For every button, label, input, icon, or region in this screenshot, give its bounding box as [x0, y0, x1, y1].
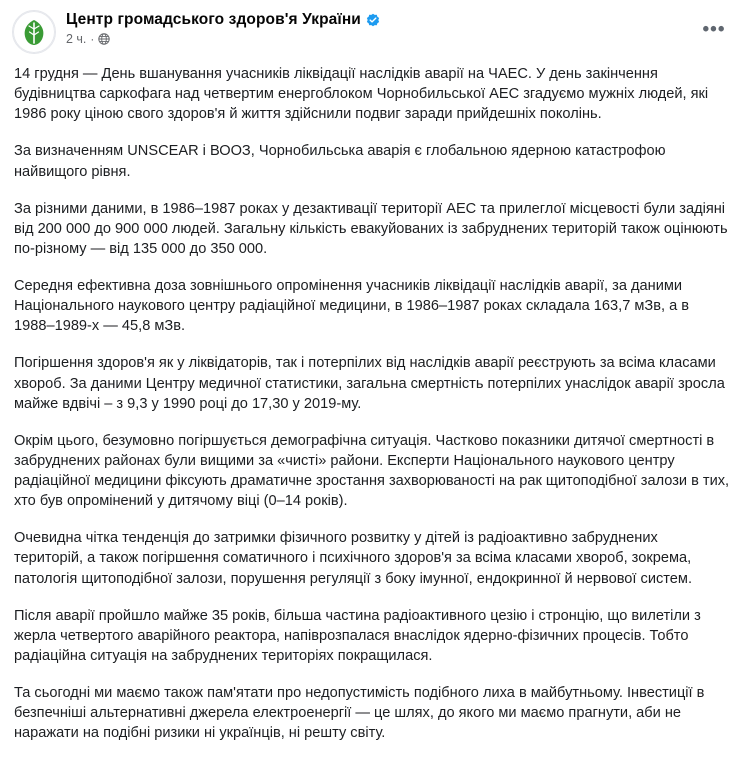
page-name[interactable]: Центр громадського здоров'я України: [66, 11, 361, 28]
avatar[interactable]: [12, 10, 56, 54]
post-header-text: [66, 10, 380, 46]
post-paragraph: Та сьогодні ми маємо також пам'ятати про недопустимість подібного лиха в майбутньому. Інвестиції в безпечніші альтернативні джерела електроенергії — це шлях, до якого ми маємо прагнути, аби не наражати на подібні ризики ні українців, ні решту світу.: [14, 685, 705, 742]
post-paragraph: 14 грудня — День вшанування учасників ліквідації наслідків аварії на ЧАЕС. У день закінчення будівництва саркофага над четвертим енергоблоком Чорнобильської АЕС згадуємо мужніх людей, які 1986 року ціною свого здоров'я й життя здійснили подвиг заради прийдешніх поколінь.: [14, 66, 709, 123]
post-paragraph: За визначенням UNSCEAR і ВООЗ, Чорнобильська аварія є глобальною ядерною катастрофою найвищого рівня.: [14, 143, 666, 180]
post-header: [0, 0, 744, 58]
post-body: [0, 58, 744, 743]
post-paragraph: Окрім цього, безумовно погіршується демографічна ситуація. Частково показники дитячої смертності в забруднених районах були вищими за «чисті» райони. Експерти Національного наукового центру радіаційної медицини фіксують драматичне зростання захворюваності на рак щитоподібної залози в тих, хто був опромінений у дитячому віці (0–14 років).: [14, 432, 730, 510]
page-name-row: [66, 11, 380, 29]
post-timestamp[interactable]: 2 ч.: [66, 32, 87, 46]
post-paragraph: Очевидна чітка тенденція до затримки фізичного розвитку у дітей із радіоактивно забруднених територій, а також погіршення соматичного і психічного здоров'я за всіма класами хвороб, зокрема, патологія щитоподібної залози, порушення регуляції з боку імунної, ендокринної й нервової систем.: [14, 530, 692, 587]
green-leaf-logo-icon: [13, 11, 55, 53]
post-paragraph: Погіршення здоров'я як у ліквідаторів, так і потерпілих від наслідків аварії реєструють за всіма класами хвороб. За даними Центру медичної статистики, загальна смертність потерпілих унаслідок аварії зросла майже вдвічі – з 9,3 у 1990 році до 17,30 у 2019-му.: [14, 355, 725, 412]
post-paragraph: За різними даними, в 1986–1987 роках у дезактивації території АЕС та прилеглої місцевості були задіяні від 200 000 до 900 000 людей. Загальну кількість евакуйованих із забруднених територій також оцінюють по-різному — від 135 000 до 350 000.: [14, 200, 728, 257]
post-options-button[interactable]: •••: [702, 19, 726, 40]
post-meta: [66, 32, 380, 46]
globe-icon[interactable]: [98, 33, 110, 45]
post-paragraph: Середня ефективна доза зовнішнього опромінення учасників ліквідації наслідків аварії, за даними Національного наукового центру радіаційної медицини, в 1986–1987 роках складала 163,7 мЗв, а в 1988–1989-х — 45,8 мЗв.: [14, 278, 690, 335]
verified-badge-icon: [366, 13, 380, 27]
meta-separator: ·: [90, 32, 95, 46]
post-paragraph: Після аварії пройшло майже 35 років, більша частина радіоактивного цезію і стронцію, що вилетіли з жерла четвертого аварійного реактора, напіврозпалася внаслідок ядерно-фізичних процесів. Тобто радіаційна ситуація на забруднених територіях покращилася.: [14, 607, 701, 664]
